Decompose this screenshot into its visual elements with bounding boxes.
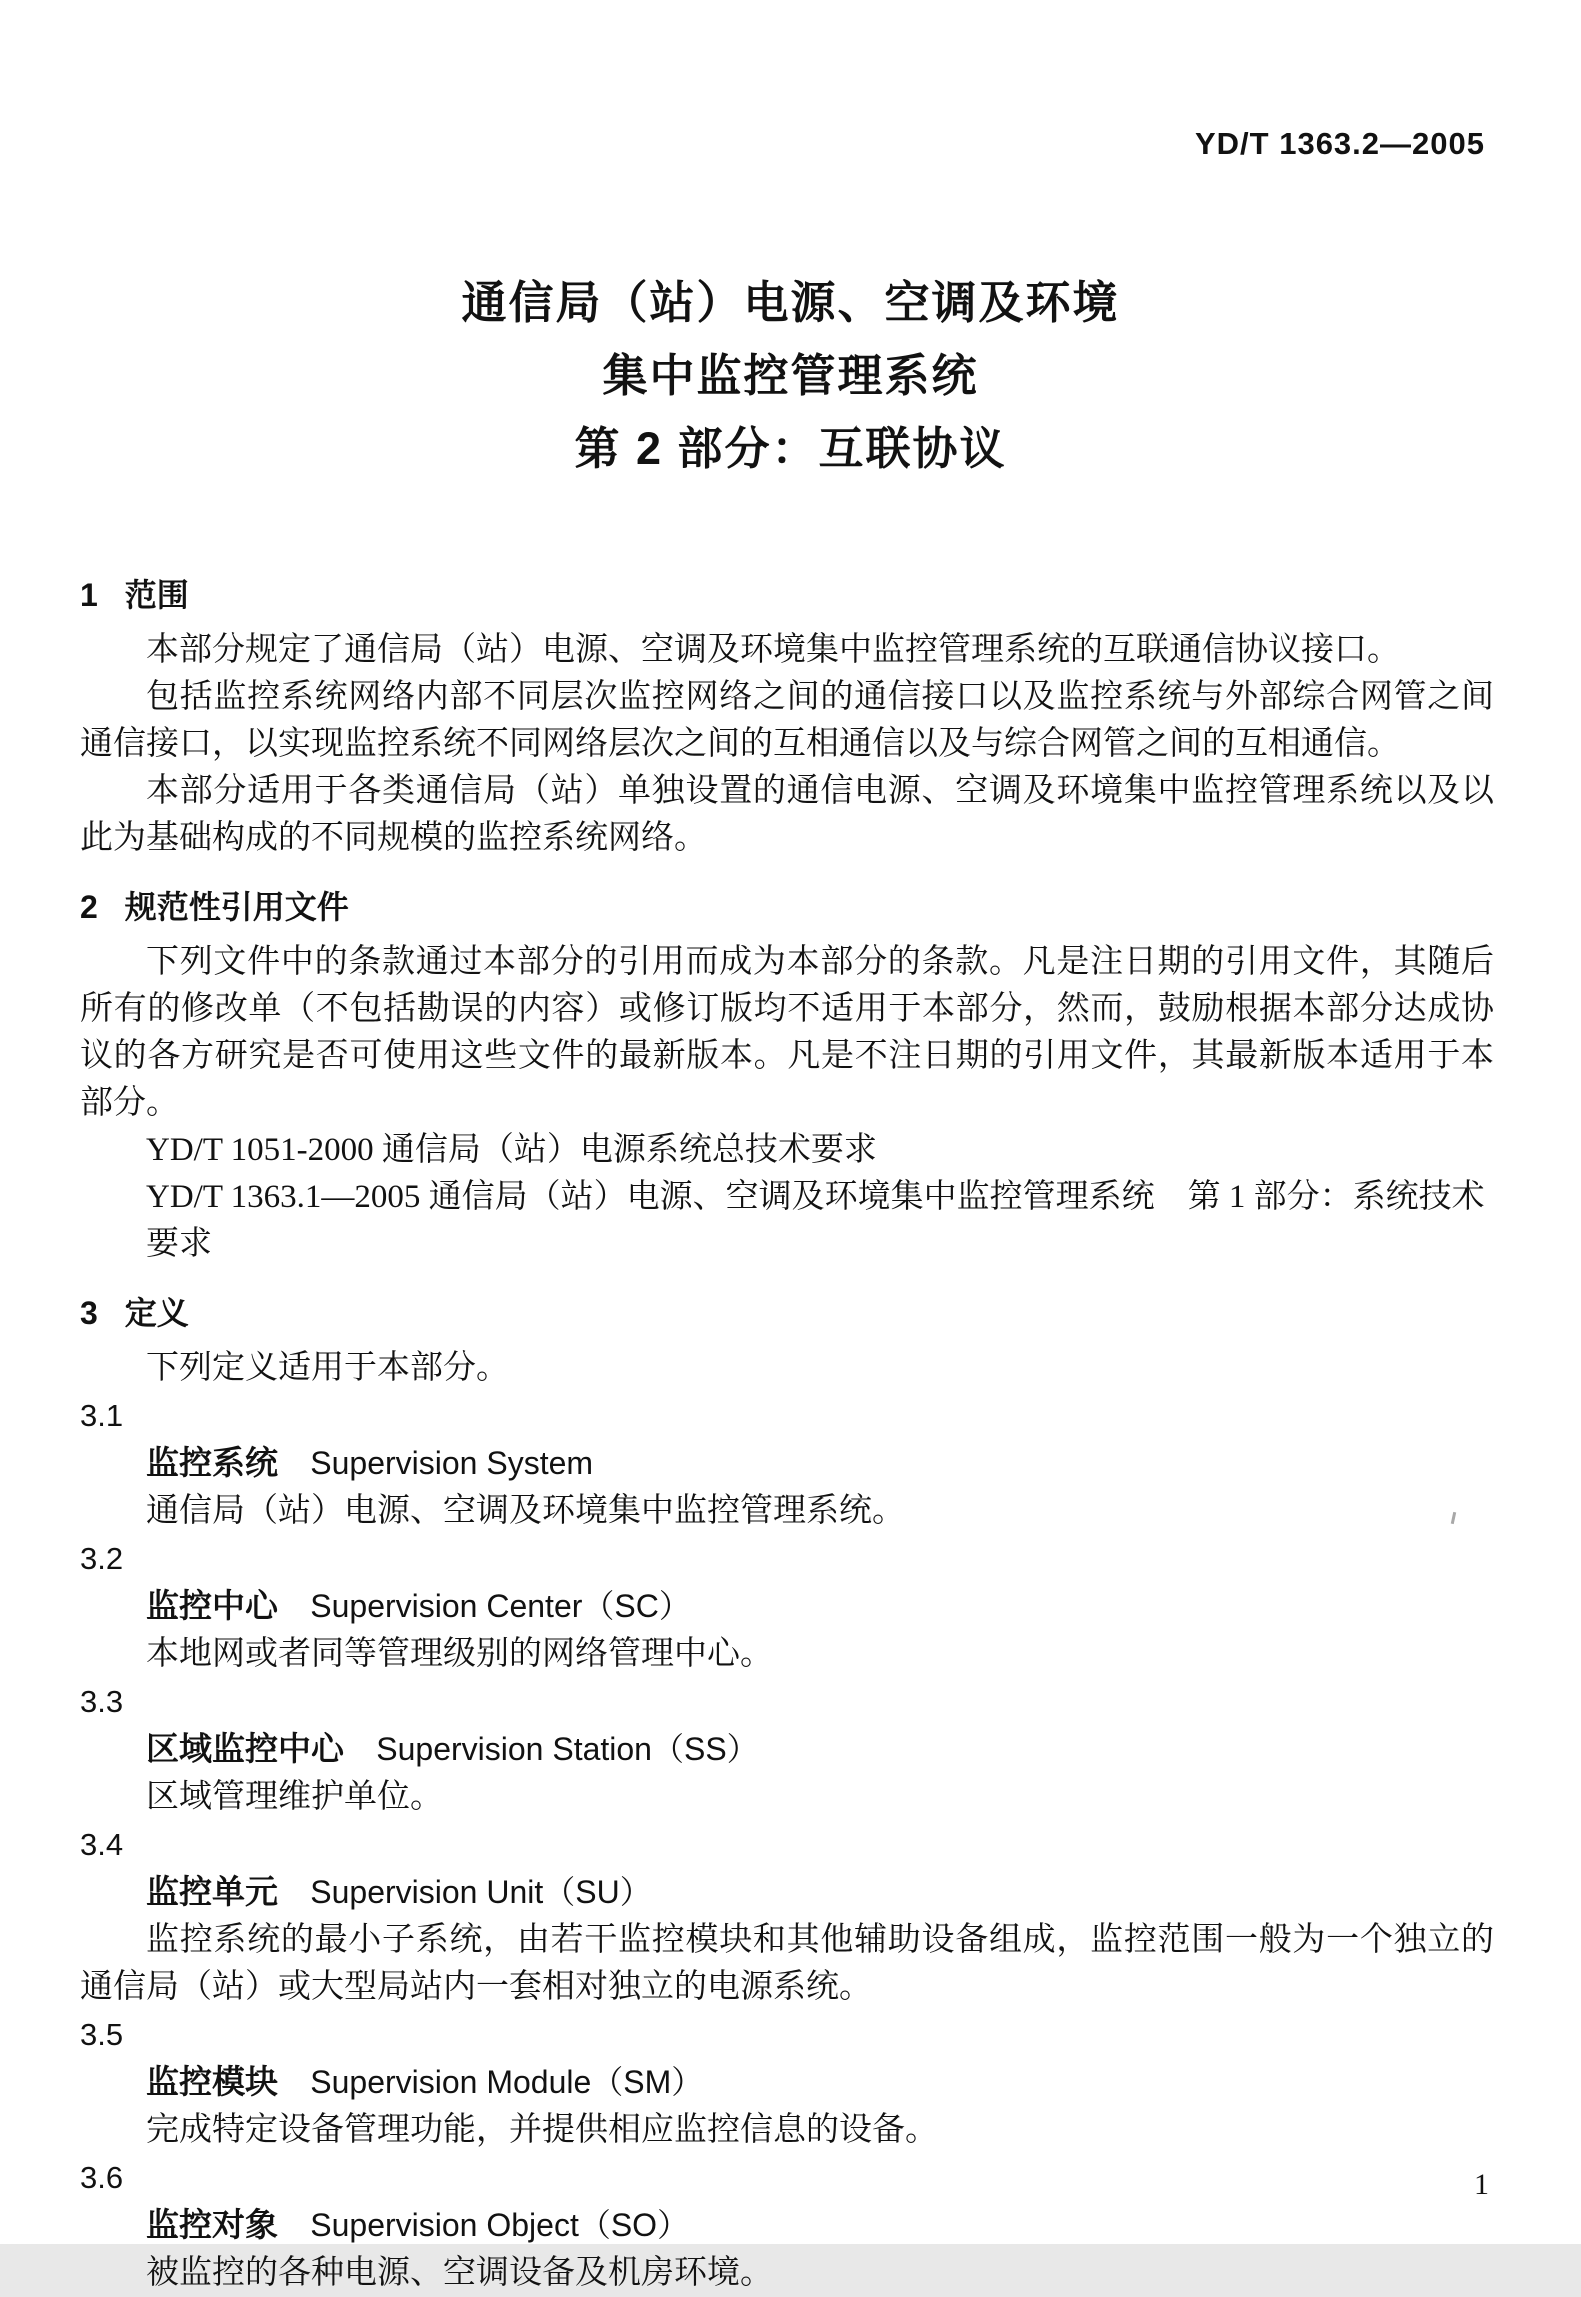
section-3-heading	[80, 1290, 1494, 1337]
definition-item-3-6	[80, 2154, 1494, 2297]
document-body	[80, 572, 1494, 2297]
definition-number: 3.3	[80, 1684, 124, 1719]
section-1-heading	[80, 572, 1494, 619]
definition-term	[80, 2058, 1494, 2107]
definition-item-3-1	[80, 1392, 1494, 1535]
definition-number: 3.6	[80, 2160, 124, 2195]
definition-number: 3.5	[80, 2017, 124, 2052]
definition-item-3-4	[80, 1821, 1494, 2011]
section-3-title: 定义	[124, 1295, 189, 1331]
definition-body: 区域管理维护单位。	[146, 1779, 443, 1815]
section-1-number: 1	[80, 577, 98, 613]
standard-number-header: YD/T 1363.2—2005	[1194, 126, 1485, 161]
normative-reference: YD/T 1363.1—2005 通信局（站）电源、空调及环境集中监控管理系统 第 1 部分：系统技术要求	[146, 1179, 1485, 1262]
document-title-line-1: 通信局（站）电源、空调及环境	[461, 277, 1120, 328]
document-title-line-3: 第 2 部分：互联协议	[574, 423, 1007, 474]
normative-reference: YD/T 1051-2000 通信局（站）电源系统总技术要求	[146, 1132, 877, 1168]
section-1-paragraph: 本部分适用于各类通信局（站）单独设置的通信电源、空调及环境集中监控管理系统以及以此为基础构成的不同规模的监控系统网络。	[80, 773, 1494, 856]
definition-body: 通信局（站）电源、空调及环境集中监控管理系统。	[146, 1493, 905, 1529]
definition-body: 被监控的各种电源、空调设备及机房环境。	[146, 2255, 773, 2291]
definition-body: 监控系统的最小子系统，由若干监控模块和其他辅助设备组成，监控范围一般为一个独立的通信局（站）或大型局站内一套相对独立的电源系统。	[80, 1922, 1494, 2005]
section-2-paragraph: 下列文件中的条款通过本部分的引用而成为本部分的条款。凡是注日期的引用文件，其随后所有的修改单（不包括勘误的内容）或修订版均不适用于本部分，然而，鼓励根据本部分达成协议的各方研究是否可使用这些文件的最新版本。凡是不注日期的引用文件，其最新版本适用于本部分。	[80, 944, 1494, 1121]
definition-term-en: Supervision Module（SM）	[310, 2064, 704, 2100]
definition-term-en: Supervision Unit（SU）	[310, 1874, 652, 1910]
section-2-title: 规范性引用文件	[124, 889, 349, 925]
definition-term-zh: 监控模块	[146, 2063, 278, 2100]
definition-term-en: Supervision Object（SO）	[310, 2207, 690, 2243]
definition-term	[80, 1439, 1494, 1488]
section-2-heading	[80, 884, 1494, 931]
definition-item-3-5	[80, 2011, 1494, 2154]
definition-term-en: Supervision Station（SS）	[376, 1731, 759, 1767]
section-1-paragraph: 本部分规定了通信局（站）电源、空调及环境集中监控管理系统的互联通信协议接口。	[146, 632, 1400, 668]
definition-term-en: Supervision Center（SC）	[310, 1588, 691, 1624]
definition-term	[80, 1868, 1494, 1917]
section-1-title: 范围	[124, 577, 189, 613]
definition-number: 3.4	[80, 1827, 124, 1862]
definition-term	[80, 1725, 1494, 1774]
definition-body: 本地网或者同等管理级别的网络管理中心。	[146, 1636, 773, 1672]
section-3-intro: 下列定义适用于本部分。	[146, 1350, 509, 1386]
section-1-paragraph: 包括监控系统网络内部不同层次监控网络之间的通信接口以及监控系统与外部综合网管之间通信接口，以实现监控系统不同网络层次之间的互相通信以及与综合网管之间的互相通信。	[80, 679, 1494, 762]
section-2-number: 2	[80, 889, 98, 925]
definition-term-zh: 监控对象	[146, 2206, 278, 2243]
section-3-number: 3	[80, 1295, 98, 1331]
document-title	[0, 266, 1581, 485]
definition-item-3-2	[80, 1535, 1494, 1678]
definition-term-zh: 监控中心	[146, 1587, 278, 1624]
definition-body: 完成特定设备管理功能，并提供相应监控信息的设备。	[146, 2112, 938, 2148]
definition-number: 3.2	[80, 1541, 124, 1576]
definition-term-zh: 区域监控中心	[146, 1730, 344, 1767]
definition-item-3-3	[80, 1678, 1494, 1821]
page-number: 1	[1474, 2168, 1489, 2201]
definition-term-zh: 监控系统	[146, 1444, 278, 1481]
definition-term	[80, 2201, 1494, 2250]
definition-term-zh: 监控单元	[146, 1873, 278, 1910]
document-title-line-2: 集中监控管理系统	[602, 350, 979, 401]
definition-term-en: Supervision System	[310, 1445, 594, 1481]
definition-number: 3.1	[80, 1398, 124, 1433]
definition-term	[80, 1582, 1494, 1631]
